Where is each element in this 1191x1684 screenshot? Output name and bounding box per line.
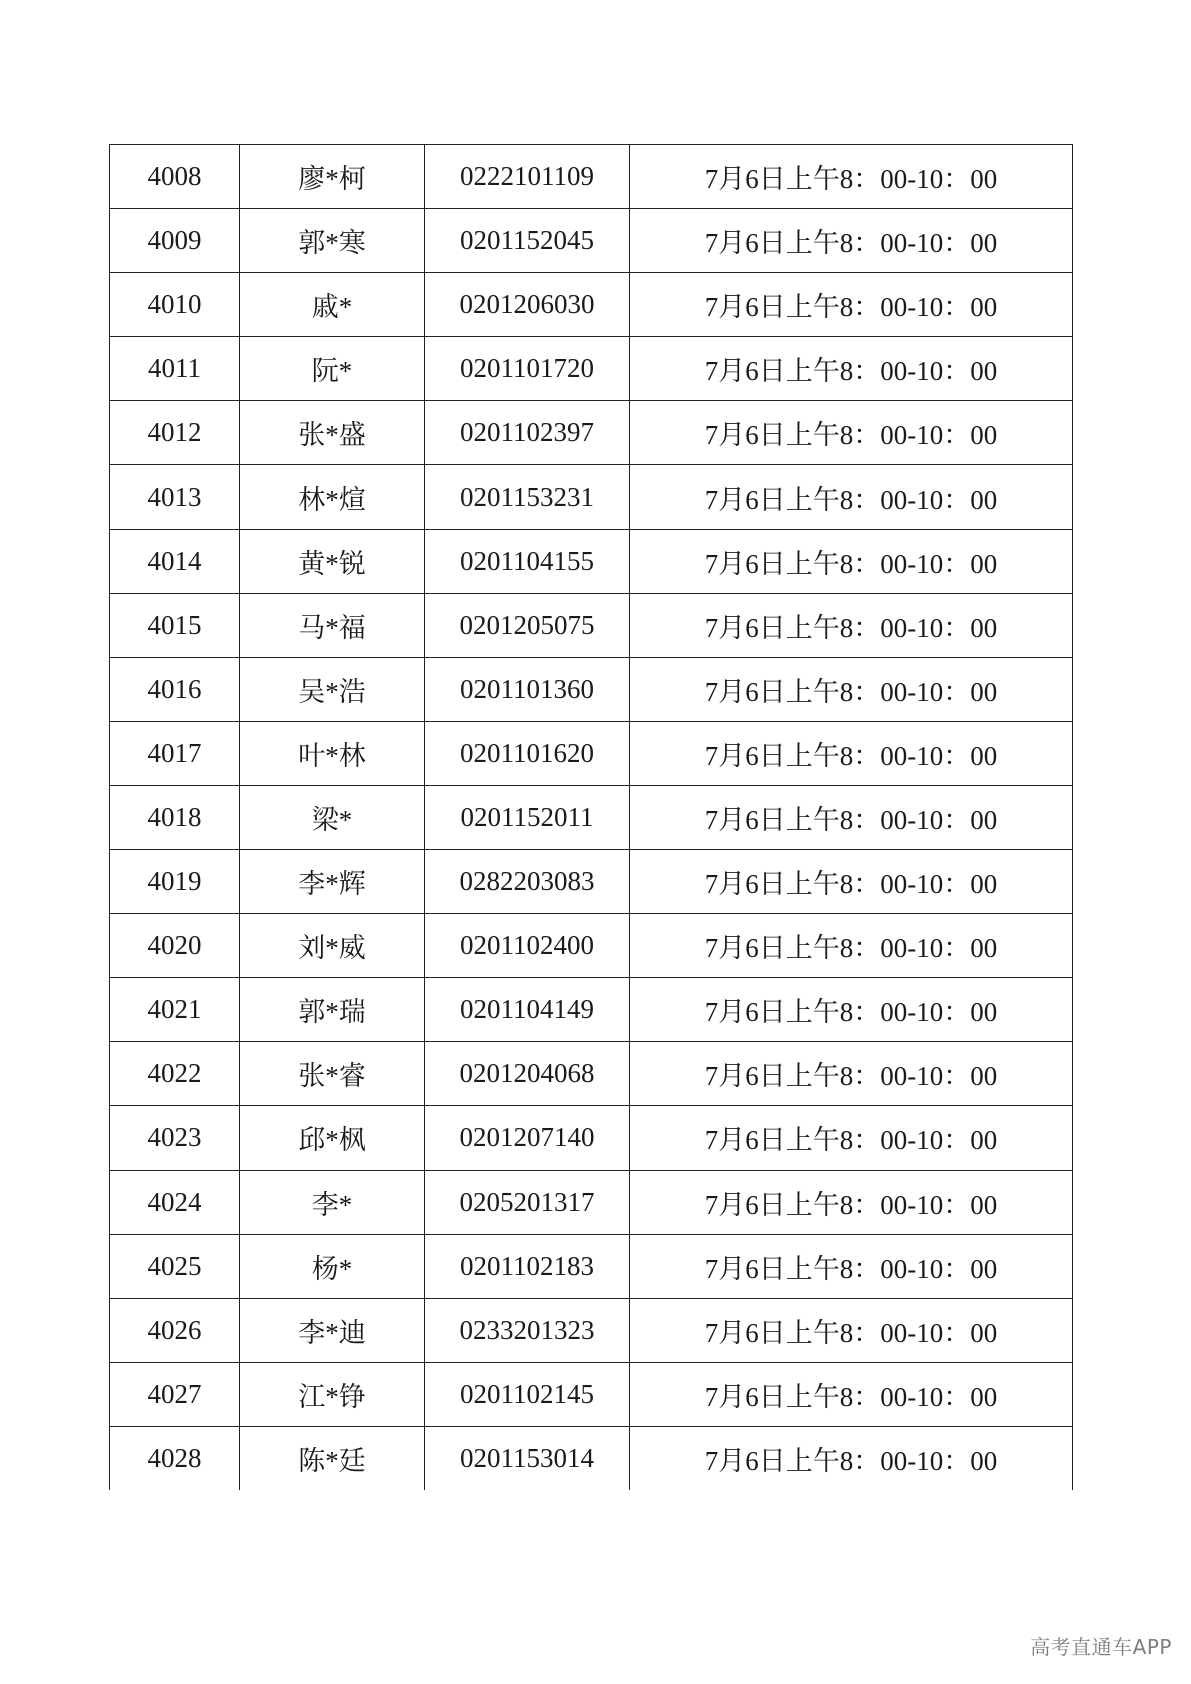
cell-time: 7月6日上午8：00-10：00: [630, 337, 1073, 401]
cell-time: 7月6日上午8：00-10：00: [630, 1042, 1073, 1106]
cell-name: 杨*: [240, 1234, 425, 1298]
cell-name: 邱*枫: [240, 1106, 425, 1170]
cell-number: 4022: [110, 1042, 240, 1106]
cell-name: 阮*: [240, 337, 425, 401]
schedule-table-body: [110, 145, 1073, 1490]
cell-number: 4008: [110, 145, 240, 209]
cell-id: 0201153231: [425, 465, 630, 529]
cell-number: 4023: [110, 1106, 240, 1170]
cell-time: 7月6日上午8：00-10：00: [630, 273, 1073, 337]
cell-id: 0201204068: [425, 1042, 630, 1106]
cell-time: 7月6日上午8：00-10：00: [630, 850, 1073, 914]
cell-time: 7月6日上午8：00-10：00: [630, 1234, 1073, 1298]
cell-time: 7月6日上午8：00-10：00: [630, 529, 1073, 593]
cell-name: 陈*廷: [240, 1426, 425, 1490]
table-row: [110, 529, 1073, 593]
cell-id: 0201102397: [425, 401, 630, 465]
cell-id: 0205201317: [425, 1170, 630, 1234]
cell-number: 4010: [110, 273, 240, 337]
schedule-table: [109, 144, 1073, 1490]
table-row: [110, 401, 1073, 465]
cell-name: 马*福: [240, 593, 425, 657]
cell-id: 0201104155: [425, 529, 630, 593]
watermark-text: 高考直通车APP: [1030, 1635, 1172, 1659]
table-row: [110, 465, 1073, 529]
cell-name: 江*铮: [240, 1362, 425, 1426]
table-row: [110, 1298, 1073, 1362]
table-row: [110, 1042, 1073, 1106]
table-row: [110, 721, 1073, 785]
cell-time: 7月6日上午8：00-10：00: [630, 209, 1073, 273]
cell-time: 7月6日上午8：00-10：00: [630, 465, 1073, 529]
cell-number: 4015: [110, 593, 240, 657]
cell-time: 7月6日上午8：00-10：00: [630, 593, 1073, 657]
cell-name: 张*睿: [240, 1042, 425, 1106]
cell-name: 叶*林: [240, 721, 425, 785]
table-row: [110, 273, 1073, 337]
cell-number: 4026: [110, 1298, 240, 1362]
table-row: [110, 1234, 1073, 1298]
cell-id: 0201207140: [425, 1106, 630, 1170]
cell-time: 7月6日上午8：00-10：00: [630, 1426, 1073, 1490]
cell-id: 0222101109: [425, 145, 630, 209]
table-row: [110, 1362, 1073, 1426]
cell-id: 0201205075: [425, 593, 630, 657]
cell-name: 廖*柯: [240, 145, 425, 209]
cell-name: 郭*瑞: [240, 978, 425, 1042]
cell-name: 郭*寒: [240, 209, 425, 273]
table-row: [110, 593, 1073, 657]
cell-id: 0201102145: [425, 1362, 630, 1426]
table-row: [110, 1106, 1073, 1170]
cell-number: 4028: [110, 1426, 240, 1490]
table-row: [110, 850, 1073, 914]
cell-number: 4017: [110, 721, 240, 785]
cell-name: 梁*: [240, 785, 425, 849]
cell-name: 刘*威: [240, 914, 425, 978]
cell-number: 4024: [110, 1170, 240, 1234]
cell-number: 4021: [110, 978, 240, 1042]
cell-number: 4009: [110, 209, 240, 273]
cell-time: 7月6日上午8：00-10：00: [630, 657, 1073, 721]
cell-time: 7月6日上午8：00-10：00: [630, 785, 1073, 849]
cell-number: 4011: [110, 337, 240, 401]
cell-id: 0201152011: [425, 785, 630, 849]
cell-name: 戚*: [240, 273, 425, 337]
cell-time: 7月6日上午8：00-10：00: [630, 978, 1073, 1042]
cell-time: 7月6日上午8：00-10：00: [630, 1362, 1073, 1426]
cell-number: 4027: [110, 1362, 240, 1426]
table-row: [110, 1426, 1073, 1490]
cell-time: 7月6日上午8：00-10：00: [630, 721, 1073, 785]
cell-id: 0233201323: [425, 1298, 630, 1362]
cell-name: 林*煊: [240, 465, 425, 529]
cell-time: 7月6日上午8：00-10：00: [630, 145, 1073, 209]
cell-id: 0201101620: [425, 721, 630, 785]
cell-id: 0201206030: [425, 273, 630, 337]
cell-name: 吴*浩: [240, 657, 425, 721]
table-row: [110, 1170, 1073, 1234]
cell-number: 4019: [110, 850, 240, 914]
cell-name: 张*盛: [240, 401, 425, 465]
table-row: [110, 209, 1073, 273]
table-row: [110, 657, 1073, 721]
table-row: [110, 978, 1073, 1042]
cell-time: 7月6日上午8：00-10：00: [630, 401, 1073, 465]
cell-number: 4018: [110, 785, 240, 849]
cell-name: 李*: [240, 1170, 425, 1234]
cell-id: 0282203083: [425, 850, 630, 914]
table-row: [110, 337, 1073, 401]
cell-number: 4020: [110, 914, 240, 978]
cell-id: 0201101720: [425, 337, 630, 401]
cell-id: 0201153014: [425, 1426, 630, 1490]
cell-id: 0201102400: [425, 914, 630, 978]
cell-time: 7月6日上午8：00-10：00: [630, 1106, 1073, 1170]
cell-id: 0201152045: [425, 209, 630, 273]
cell-time: 7月6日上午8：00-10：00: [630, 1298, 1073, 1362]
cell-name: 李*辉: [240, 850, 425, 914]
cell-time: 7月6日上午8：00-10：00: [630, 914, 1073, 978]
table-row: [110, 785, 1073, 849]
cell-name: 黄*锐: [240, 529, 425, 593]
cell-id: 0201101360: [425, 657, 630, 721]
cell-number: 4012: [110, 401, 240, 465]
cell-number: 4016: [110, 657, 240, 721]
cell-number: 4025: [110, 1234, 240, 1298]
cell-name: 李*迪: [240, 1298, 425, 1362]
cell-id: 0201102183: [425, 1234, 630, 1298]
cell-number: 4014: [110, 529, 240, 593]
cell-id: 0201104149: [425, 978, 630, 1042]
table-row: [110, 145, 1073, 209]
cell-time: 7月6日上午8：00-10：00: [630, 1170, 1073, 1234]
cell-number: 4013: [110, 465, 240, 529]
table-row: [110, 914, 1073, 978]
